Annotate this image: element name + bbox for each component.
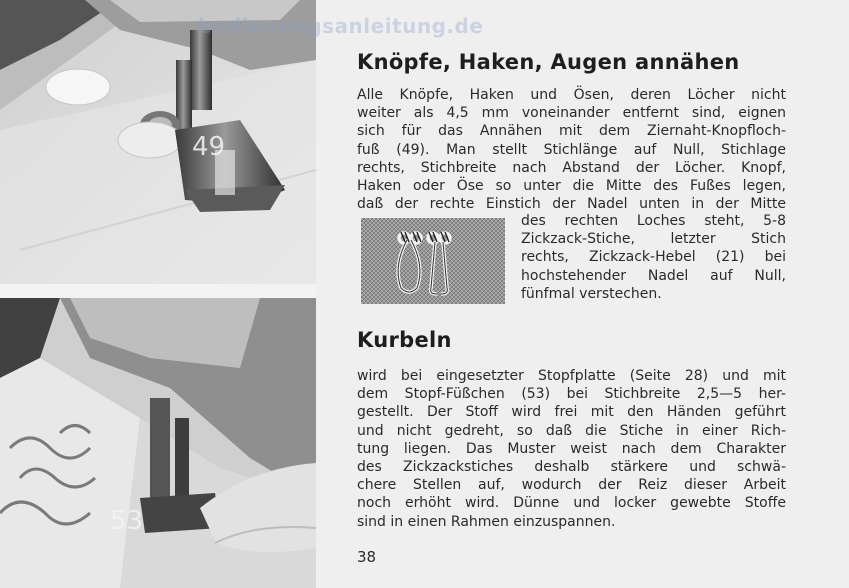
photo-buttonhole-foot — [0, 0, 316, 284]
hook-and-eye-illustration — [361, 218, 505, 304]
text-line: fünfmal verstechen. — [521, 285, 662, 302]
text-line: hochstehender Nadel auf Null, — [521, 267, 786, 284]
section-body-buttons — [357, 86, 786, 213]
text-line: wird bei eingesetzter Stopfplatte (Seite 28) und mit — [357, 368, 786, 384]
text-line: rechts, Stichbreite nach Abstand der Löcher. Knopf, — [357, 159, 786, 176]
text-line: gestellt. Der Stoff wird frei mit den Händen geführt — [357, 404, 786, 421]
text-line: und nicht gedreht, so daß die Stiche in einer Rich- — [357, 422, 786, 439]
text-line: rechts, Zickzack-Hebel (21) bei — [521, 249, 786, 266]
photo-divider — [0, 284, 316, 298]
text-line: Zickzack-Stiche, letzter Stich — [521, 231, 786, 248]
text-line: des Zickzackstiches deshalb stärkere und schwä- — [357, 459, 786, 476]
photo-number: 49 — [192, 132, 226, 162]
text-line: fuß (49). Man stellt Stichlänge auf Null, Stichlage — [357, 141, 786, 158]
photo-number: 53 — [110, 506, 144, 536]
page-number: 38 — [357, 548, 377, 566]
watermark: bedienungsanleitung.de — [198, 14, 484, 38]
text-line: tung liegen. Das Muster weist nach dem Charakter — [357, 440, 786, 457]
photo-buttonhole-foot-image — [0, 0, 316, 284]
text-line: noch erhöht wird. Dünne und locker gewebte Stoffe — [357, 495, 786, 512]
section-heading-kurbeln: Kurbeln — [357, 328, 452, 352]
section-heading-buttons: Knöpfe, Haken, Augen annähen — [357, 50, 740, 74]
section-body-kurbeln — [357, 367, 786, 531]
text-line: sich für das Annähen mit dem Ziernaht-Knopfloch- — [357, 123, 786, 140]
text-line: des rechten Loches steht, 5-8 — [521, 213, 786, 229]
photo-darning-foot — [0, 298, 316, 588]
text-line: daß der rechte Einstich der Nadel unten in der Mitte — [357, 196, 786, 213]
text-line: chere Stellen auf, wodurch der Reiz dieser Arbeit — [357, 477, 786, 494]
text-line: weiter als 4,5 mm voneinander entfernt sind, eignen — [357, 105, 786, 122]
section-body-buttons-continued — [521, 212, 786, 303]
text-line: Haken oder Öse so unter die Mitte des Fußes legen, — [357, 178, 786, 195]
text-line: Alle Knöpfe, Haken und Ösen, deren Löcher nicht — [357, 87, 786, 103]
text-line: dem Stopf-Füßchen (53) bei Stichbreite 2,5—5 her- — [357, 386, 786, 403]
text-line: sind in einen Rahmen einzuspannen. — [357, 513, 616, 530]
photo-darning-foot-image — [0, 298, 316, 588]
